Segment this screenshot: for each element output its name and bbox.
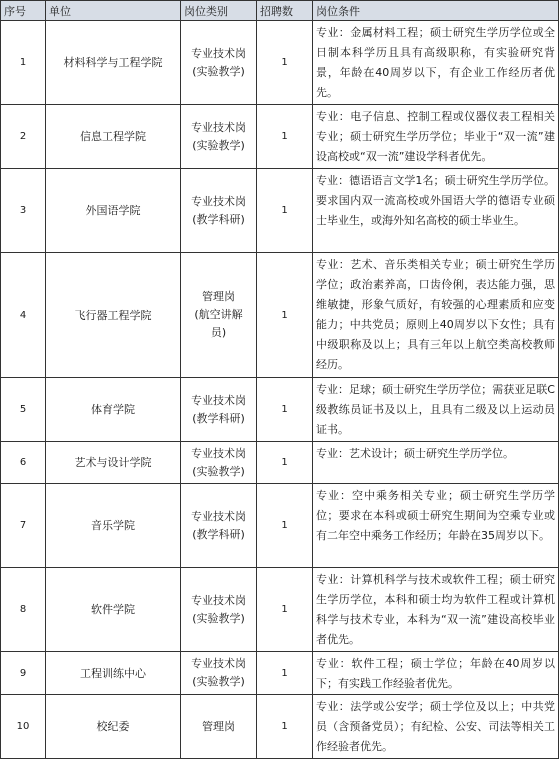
row-count: 1 <box>257 652 313 695</box>
row-conditions: 专业：计算机科学与技术或软件工程；硕士研究生学历学位，本科和硕士均为软件工程或计算机科学与技术专业，本科为“双一流”建设高校毕业者优先。 <box>313 568 559 652</box>
row-position-type <box>181 169 257 253</box>
header-count: 招聘数 <box>257 1 313 21</box>
row-unit: 体育学院 <box>46 378 181 442</box>
row-count: 1 <box>257 169 313 253</box>
row-unit: 外国语学院 <box>46 169 181 253</box>
row-conditions: 专业：德语语言文学1名；硕士研究生学历学位。要求国内双一流高校或外国语大学的德语专业硕士毕业生，或海外知名高校的硕士毕业生。 <box>313 169 559 253</box>
position-type-line: 专业技术岗 <box>191 46 246 60</box>
row-index: 3 <box>1 169 46 253</box>
table-row <box>1 21 559 105</box>
row-conditions: 专业：金属材料工程；硕士研究生学历学位或全日制本科学历且具有高级职称，有实验研究背景，年龄在40周岁以下，有企业工作经历者优先。 <box>313 21 559 105</box>
row-conditions: 专业：艺术设计；硕士研究生学历学位。 <box>313 442 559 484</box>
position-type-line: (教学科研) <box>192 212 245 226</box>
position-type-line: (航空讲解 <box>194 308 243 321</box>
header-conditions: 岗位条件 <box>313 1 559 21</box>
position-type-line: 管理岗 <box>202 719 235 733</box>
position-type-line: 管理岗 <box>202 290 235 303</box>
row-count: 1 <box>257 378 313 442</box>
position-type-line: (实验教学) <box>192 64 245 78</box>
position-type-line: 专业技术岗 <box>191 509 246 523</box>
row-unit: 工程训练中心 <box>46 652 181 695</box>
row-index: 1 <box>1 21 46 105</box>
row-position-type <box>181 105 257 169</box>
row-unit: 校纪委 <box>46 695 181 759</box>
row-count: 1 <box>257 568 313 652</box>
position-type-line: (教学科研) <box>192 411 245 425</box>
table-row <box>1 442 559 484</box>
row-count: 1 <box>257 253 313 378</box>
row-unit: 飞行器工程学院 <box>46 253 181 378</box>
header-position-type: 岗位类别 <box>181 1 257 21</box>
table-row <box>1 484 559 568</box>
row-count: 1 <box>257 695 313 759</box>
table-row <box>1 568 559 652</box>
row-unit: 音乐学院 <box>46 484 181 568</box>
row-index: 4 <box>1 253 46 378</box>
row-index: 9 <box>1 652 46 695</box>
row-index: 10 <box>1 695 46 759</box>
position-type-line: (实验教学) <box>192 464 245 478</box>
row-position-type <box>181 253 257 378</box>
row-position-type <box>181 652 257 695</box>
row-unit: 软件学院 <box>46 568 181 652</box>
row-conditions: 专业：空中乘务相关专业；硕士研究生学历学位；要求在本科或硕士研究生期间为空乘专业或有二年空中乘务工作经历；年龄在35周岁以下。 <box>313 484 559 568</box>
table-header <box>1 1 559 21</box>
row-position-type <box>181 21 257 105</box>
position-type-line: (教学科研) <box>192 527 245 541</box>
table-row <box>1 695 559 759</box>
position-type-line: 专业技术岗 <box>191 194 246 208</box>
row-position-type <box>181 442 257 484</box>
table-row <box>1 378 559 442</box>
row-count: 1 <box>257 442 313 484</box>
row-conditions: 专业：软件工程；硕士学位；年龄在40周岁以下；有实践工作经验者优先。 <box>313 652 559 695</box>
position-type-line: (实验教学) <box>192 138 245 152</box>
position-type-line: 专业技术岗 <box>191 593 246 607</box>
row-conditions: 专业：电子信息、控制工程或仪器仪表工程相关专业；硕士研究生学历学位；毕业于“双一流”建设高校或“双一流”建设学科者优先。 <box>313 105 559 169</box>
table-row <box>1 652 559 695</box>
position-type-line: 专业技术岗 <box>191 446 246 460</box>
row-count: 1 <box>257 484 313 568</box>
row-conditions: 专业：足球；硕士研究生学历学位；需获亚足联C级教练员证书及以上，且具有二级及以上运动员证书。 <box>313 378 559 442</box>
row-index: 2 <box>1 105 46 169</box>
position-type-line: 专业技术岗 <box>191 120 246 134</box>
row-count: 1 <box>257 105 313 169</box>
row-position-type <box>181 695 257 759</box>
row-index: 7 <box>1 484 46 568</box>
row-count: 1 <box>257 21 313 105</box>
position-type-line: 专业技术岗 <box>191 393 246 407</box>
row-position-type <box>181 568 257 652</box>
header-row <box>1 1 559 21</box>
row-index: 6 <box>1 442 46 484</box>
table-row <box>1 169 559 253</box>
position-type-line: 员) <box>210 326 227 339</box>
table-row <box>1 105 559 169</box>
row-conditions: 专业：艺术、音乐类相关专业；硕士研究生学历学位；政治素养高，口齿伶俐，表达能力强，思维敏捷，形象气质好，有较强的心理素质和应变能力；中共党员；原则上40周岁以下女性；具有中级职称及以上；具有三年以上航空类高校教师经历。 <box>313 253 559 378</box>
row-index: 8 <box>1 568 46 652</box>
position-type-line: (实验教学) <box>192 675 245 688</box>
row-unit: 材料科学与工程学院 <box>46 21 181 105</box>
table-body <box>1 21 559 759</box>
row-unit: 艺术与设计学院 <box>46 442 181 484</box>
table-row <box>1 253 559 378</box>
header-index: 序号 <box>1 1 46 21</box>
position-type-line: 专业技术岗 <box>191 657 246 670</box>
row-conditions: 专业：法学或公安学；硕士学位及以上；中共党员（含预备党员）；有纪检、公安、司法等相关工作经验者优先。 <box>313 695 559 759</box>
row-index: 5 <box>1 378 46 442</box>
row-position-type <box>181 484 257 568</box>
row-unit: 信息工程学院 <box>46 105 181 169</box>
row-position-type <box>181 378 257 442</box>
header-unit: 单位 <box>46 1 181 21</box>
position-type-line: (实验教学) <box>192 611 245 625</box>
